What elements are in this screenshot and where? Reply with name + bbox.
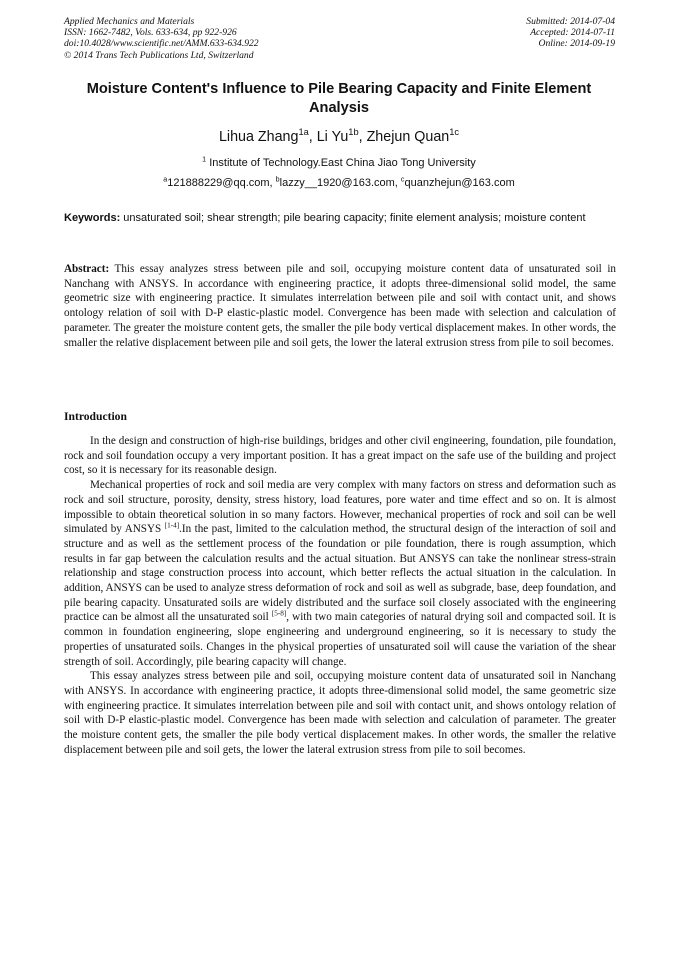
journal-info bbox=[64, 16, 394, 61]
citation: [1-4] bbox=[164, 521, 180, 530]
paragraph: This essay analyzes stress between pile and soil, occupying moisture content data of unsaturated soil in Nanchang with ANSYS. In accordance with engineering practice, it adopts three-dimensional solid model, the same geometric size with engineering practice. It simulates interrelation between pile and soil with contact unit, and shows ontology relation of soil with D-P elastic-plastic model. Convergence has been made with selection and calculation of parameter. The greater the moisture content gets, the smaller the pile body vertical displacement makes. In other words, the smaller the relative displacement between pile and soil gets, the lower the lateral extrusion stress from pile to soil becomes. bbox=[64, 670, 616, 756]
submitted-date: Submitted: 2014-07-04 bbox=[526, 16, 615, 27]
abstract bbox=[64, 262, 616, 350]
paper-title: Moisture Content's Influence to Pile Bearing Capacity and Finite Element Analysis bbox=[86, 81, 592, 116]
dates-info bbox=[415, 16, 615, 50]
email-address: quanzhejun@163.com bbox=[404, 177, 515, 189]
copyright-line: © 2014 Trans Tech Publications Ltd, Switzerland bbox=[64, 49, 254, 61]
keywords bbox=[64, 212, 616, 226]
abstract-text: This essay analyzes stress between pile and soil, occupying moisture content data of unsaturated soil in Nanchang with ANSYS. In accordance with engineering practice, it adopts three-dimensional solid model, the same geometric size with engineering practice. It simulates interrelation between pile and soil with contact unit, and shows ontology relation of soil with D-P elastic-plastic model. Convergence has been made with selection and calculation of parameter. The greater the moisture content gets, the smaller the pile body vertical displacement makes. In other words, the smaller the relative displacement between pile and soil gets, the lower the lateral extrusion stress from pile to soil becomes. bbox=[64, 263, 616, 349]
citation: [5-8] bbox=[271, 609, 287, 618]
author-name: Lihua Zhang bbox=[218, 129, 299, 145]
author-mark: 1c bbox=[449, 127, 460, 138]
email-mark: a bbox=[163, 175, 168, 184]
paragraph-text: Mechanical properties of rock and soil media are very complex with many factors on stress and deformation such as rock and soil structure, porosity, density, stress history, load features, pore water and time effect and so on. It is almost impossible to obtain theoretical solution in so many factors. However, mechanical properties of rock and soil can be well simulated by ANSYS bbox=[64, 479, 616, 536]
affiliation bbox=[0, 157, 678, 169]
author-name: Zhejun Quan bbox=[366, 129, 450, 145]
section-heading: Introduction bbox=[64, 410, 127, 423]
email-mark: b bbox=[275, 175, 280, 184]
keywords-label: Keywords: bbox=[64, 212, 121, 224]
email-address: 121888229@qq.com bbox=[167, 177, 270, 189]
accepted-date: Accepted: 2014-07-11 bbox=[530, 27, 615, 39]
abstract-label: Abstract: bbox=[64, 263, 110, 275]
email-address: lazzy__1920@163.com bbox=[279, 177, 395, 189]
paragraph-text: , with two main categories of natural drying soil and compacted soil. It is common in foundation engineering, slope engineering and underground engineering, so it is necessary to study the properties of unsaturated soils. Changes in the physical properties of unsaturated soil will cause the variation of the shear strength of soil. Accordingly, pile bearing capacity will change. bbox=[64, 611, 617, 668]
paragraph bbox=[64, 478, 616, 669]
email-mark: c bbox=[400, 175, 405, 184]
author-mark: 1b bbox=[348, 127, 359, 138]
email-separator: , bbox=[269, 177, 276, 189]
issn-line: ISSN: 1662-7482, Vols. 633-634, pp 922-926 bbox=[64, 27, 237, 39]
email-separator: , bbox=[394, 177, 401, 189]
affiliation-text: Institute of Technology.East China Jiao Tong University bbox=[206, 157, 476, 169]
author-separator: , bbox=[358, 129, 367, 145]
journal-name: Applied Mechanics and Materials bbox=[64, 16, 195, 27]
introduction-body bbox=[64, 434, 616, 757]
author-mark: 1a bbox=[298, 127, 309, 138]
author-name: Li Yu bbox=[316, 129, 349, 145]
affiliation-mark: 1 bbox=[202, 155, 207, 164]
online-date: Online: 2014-09-19 bbox=[538, 38, 615, 50]
paragraph-text: .In the past, limited to the calculation method, the structural design of the interaction of soil and structure and as well as the settlement process of the foundation or pile foundation, there is rough assumption, which results in far gap between the calculation results and the actual situation. But ANSYS can take the nonlinear stress-strain relationship and stage construction process into account, which better reflects the actual situation in the calculation. In addition, ANSYS can be used to analyze stress deformation of rock and soil as well as subgrade, base, deep foundation, and pile bearing capacity. Unsaturated soils are widely distributed and the surface soil closely associated with the engineering practice can be almost all the unsaturated soil bbox=[64, 523, 616, 624]
author-separator: , bbox=[308, 129, 317, 145]
author-list bbox=[0, 129, 678, 145]
keywords-text: unsaturated soil; shear strength; pile bearing capacity; finite element analysis; moisture content bbox=[120, 212, 586, 224]
paragraph: In the design and construction of high-rise buildings, bridges and other civil engineering, foundation, pile foundation, rock and soil foundation occupy a very important position. It has a great impact on the safe use of the building and project cost, so it is necessary for its reasonable design. bbox=[64, 435, 616, 477]
email-list bbox=[0, 177, 678, 189]
doi-line: doi:10.4028/www.scientific.net/AMM.633-634.922 bbox=[64, 38, 259, 50]
